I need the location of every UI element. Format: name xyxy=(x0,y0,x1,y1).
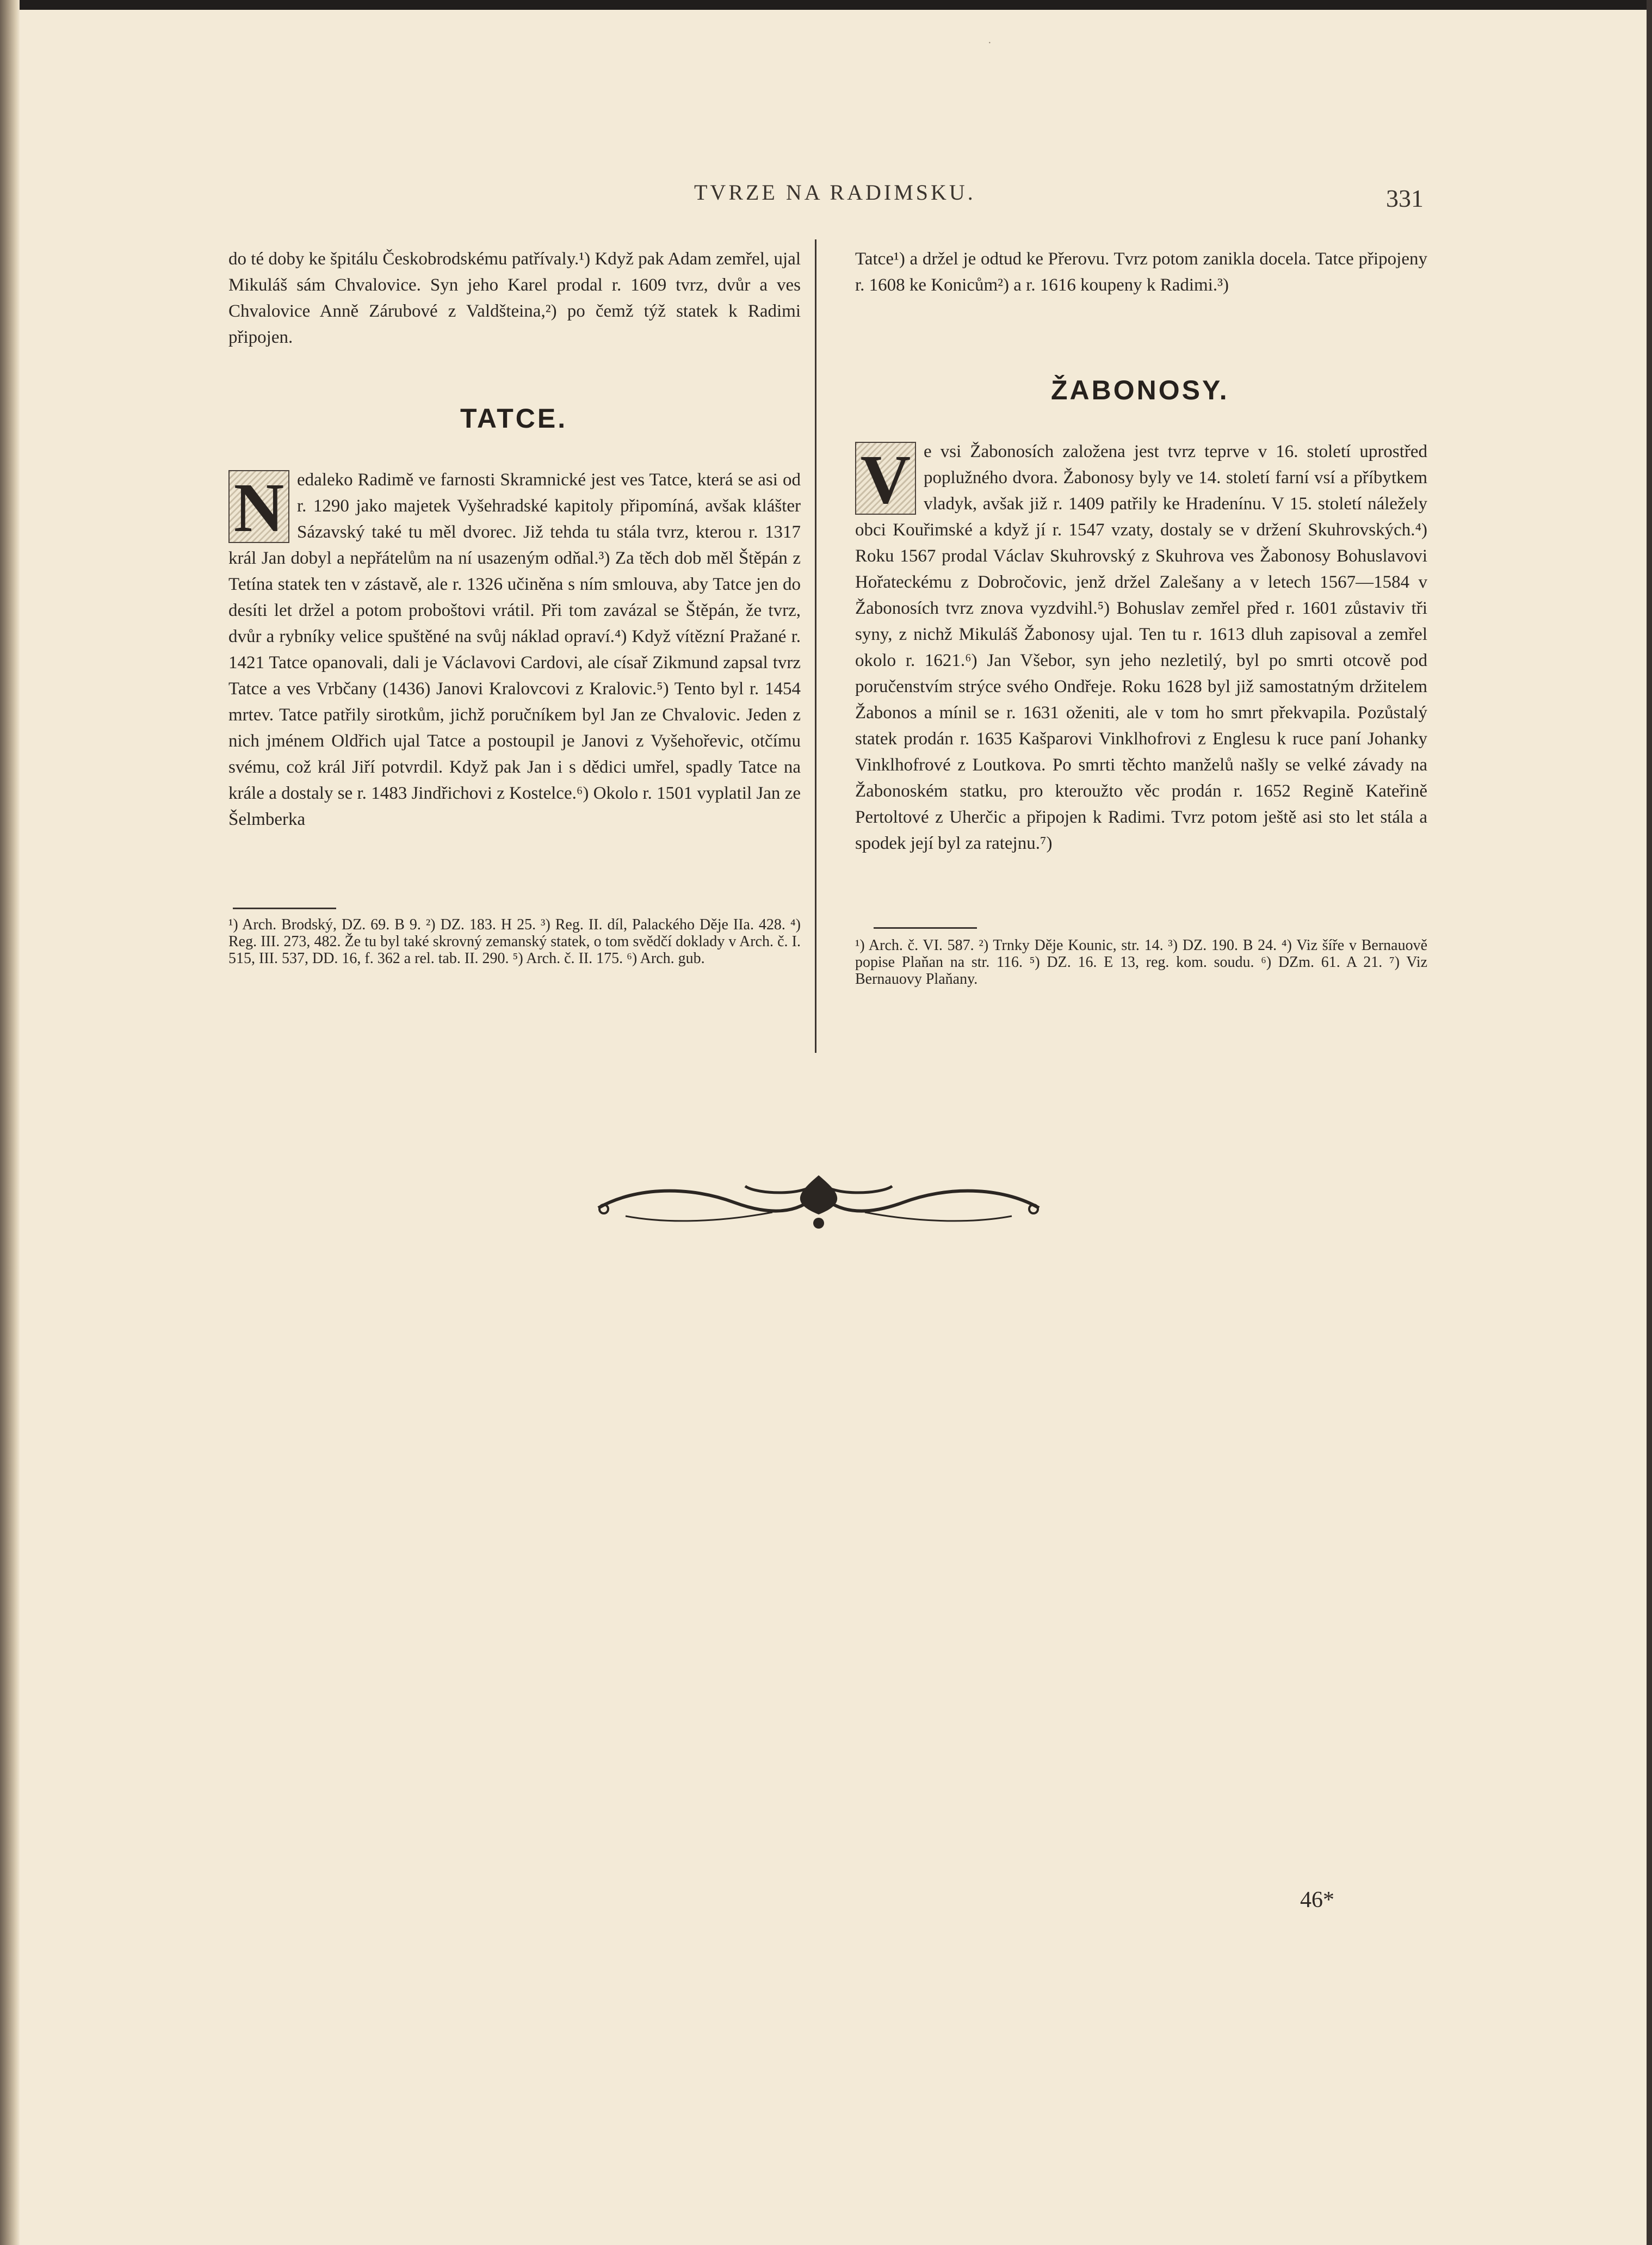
left-footnotes-text: ¹) Arch. Brodský, DZ. 69. B 9. ²) DZ. 183. H 25. ³) Reg. II. díl, Palackého Děje IIa. 428. ⁴) Reg. III. 273, 482. Že tu byl také skrovný zemanský statek, o tom svědčí doklady v Arch. č. I. 515, III. 537, DD. 16, f. 362 a rel. tab. II. 290. ⁵) Arch. č. II. 175. ⁶) Arch. gub. xyxy=(228,916,801,967)
dropcap-v: V xyxy=(855,442,916,515)
zabonosy-body-text: e vsi Žabonosích založena jest tvrz teprve v 16. století uprostřed poplužného dvora. Žabonosy byly ve 14. století farní vsí a příbytkem vladyk, avšak již r. 1409 patřily ke Hradenínu. V 15. století náležely obci Kouřimské a když jí r. 1547 vzaty, dostaly se v držení Skuhrovských.⁴) Roku 1567 prodal Václav Skuhrovský z Skuhrova ves Žabonosy Bohuslavovi Hořateckému z Dobročovic, jenž držel Zalešany a v letech 1567—1584 v Žabonosích tvrz znova vyzdvihl.⁵) Bohuslav zemřel před r. 1601 zůstaviv tři syny, z nichž Mikuláš Žabonosy ujal. Ten tu r. 1613 dluh zapisoval a zemřel okolo r. 1621.⁶) Jan Všebor, syn jeho nezletilý, byl po smrti otcově pod poručenstvím strýce svého Ondřeje. Roku 1628 byl již samostatným držitelem Žabonos a mínil se r. 1631 oženiti, ale v tom ho smrt překvapila. Pozůstalý statek prodán r. 1635 Kašparovi Vinklhofrovi z Englesu k ruce paní Johanky Vinklhofrové z Loutkova. Po smrti těchto manželů našly se velké závady na Žabonoském statku, pro kteroužto věc prodán r. 1652 Regině Kateřině Pertoltové z Uherčic a připojen k Radimi. Tvrz potom ještě asi sto let stála a spodek její byl za ratejnu.⁷) xyxy=(855,442,1427,853)
right-intro-paragraph xyxy=(855,246,1427,298)
signature-mark: 46* xyxy=(1300,1888,1334,1913)
right-intro-text: Tatce¹) a držel je odtud ke Přerovu. Tvrz potom zanikla docela. Tatce připojeny r. 1608 ke Konicům²) a r. 1616 koupeny k Radimi.³) xyxy=(855,249,1427,295)
ornament-flourish-icon xyxy=(593,1164,1044,1235)
left-footnotes xyxy=(228,916,801,967)
binding-edge xyxy=(0,0,20,2245)
dropcap-n: N xyxy=(228,470,289,543)
tatce-body-text: edaleko Radimě ve farnosti Skramnické jest ves Tatce, která se asi od r. 1290 jako majetek Vyšehradské kapitoly připomíná, avšak klášter Sázavský také tu měl dvorec. Již tehda tu stála tvrz, kterou r. 1317 král Jan dobyl a nepřátelům na ní usazeným odňal.³) Za těch dob měl Štěpán z Tetína statek ten v zástavě, ale r. 1326 učiněna s ním smlouva, aby Tatce jen do desíti let držel a potom proboštovi vrátil. Při tom zavázal se Štěpán, že tvrz, dvůr a rybníky velice spuštěné na svůj náklad opraví.⁴) Když vítězní Pražané r. 1421 Tatce opanovali, dali je Václavovi Cardovi, ale císař Zikmund zapsal tvrz Tatce a ves Vrbčany (1436) Janovi Kralovcovi z Kralovic.⁵) Tento byl r. 1454 mrtev. Tatce patřily sirotkům, jichž poručníkem byl Jan ze Chvalovic. Jeden z nich jménem Oldřich ujal Tatce a postoupil je Janovi z Vyšehořevic, otčímu svému, což král Jiří potvrdil. Když pak Jan i s dědici umřel, spadly Tatce na krále a dostaly se r. 1483 Jindřichovi z Kostelce.⁶) Okolo r. 1501 vyplatil Jan ze Šelmberka xyxy=(228,470,801,829)
running-head: TVRZE NA RADIMSKU. xyxy=(694,180,976,205)
right-footnotes xyxy=(855,937,1427,988)
left-intro-text: do té doby ke špitálu Českobrodskému patřívaly.¹) Když pak Adam zemřel, ujal Mikuláš sám Chvalovice. Syn jeho Karel prodal r. 1609 tvrz, dvůr a ves Chvalovice Anně Zárubové z Valdšteina,²) po čemž týž statek k Radimi připojen. xyxy=(228,249,801,347)
top-page-edge xyxy=(0,0,1652,10)
section-title-tatce: TATCE. xyxy=(460,403,568,434)
left-footnote-rule xyxy=(233,908,336,909)
left-intro-paragraph xyxy=(228,246,801,350)
tatce-paragraph xyxy=(228,467,801,832)
page-number: 331 xyxy=(1386,184,1424,212)
right-footnotes-text: ¹) Arch. č. VI. 587. ²) Trnky Děje Kounic, str. 14. ³) DZ. 190. B 24. ⁴) Viz šíře v Bernauově popise Plaňan na str. 116. ⁵) DZ. 16. E 13, reg. kom. soudu. ⁶) DZm. 61. A 21. ⁷) Viz Bernauovy Plaňany. xyxy=(855,937,1427,988)
right-page-edge xyxy=(1647,0,1652,2245)
right-footnote-rule xyxy=(874,927,977,929)
section-title-zabonosy: ŽABONOSY. xyxy=(1051,375,1229,405)
zabonosy-paragraph xyxy=(855,439,1427,856)
column-divider xyxy=(815,239,816,1053)
paper-speck: · xyxy=(988,37,992,49)
